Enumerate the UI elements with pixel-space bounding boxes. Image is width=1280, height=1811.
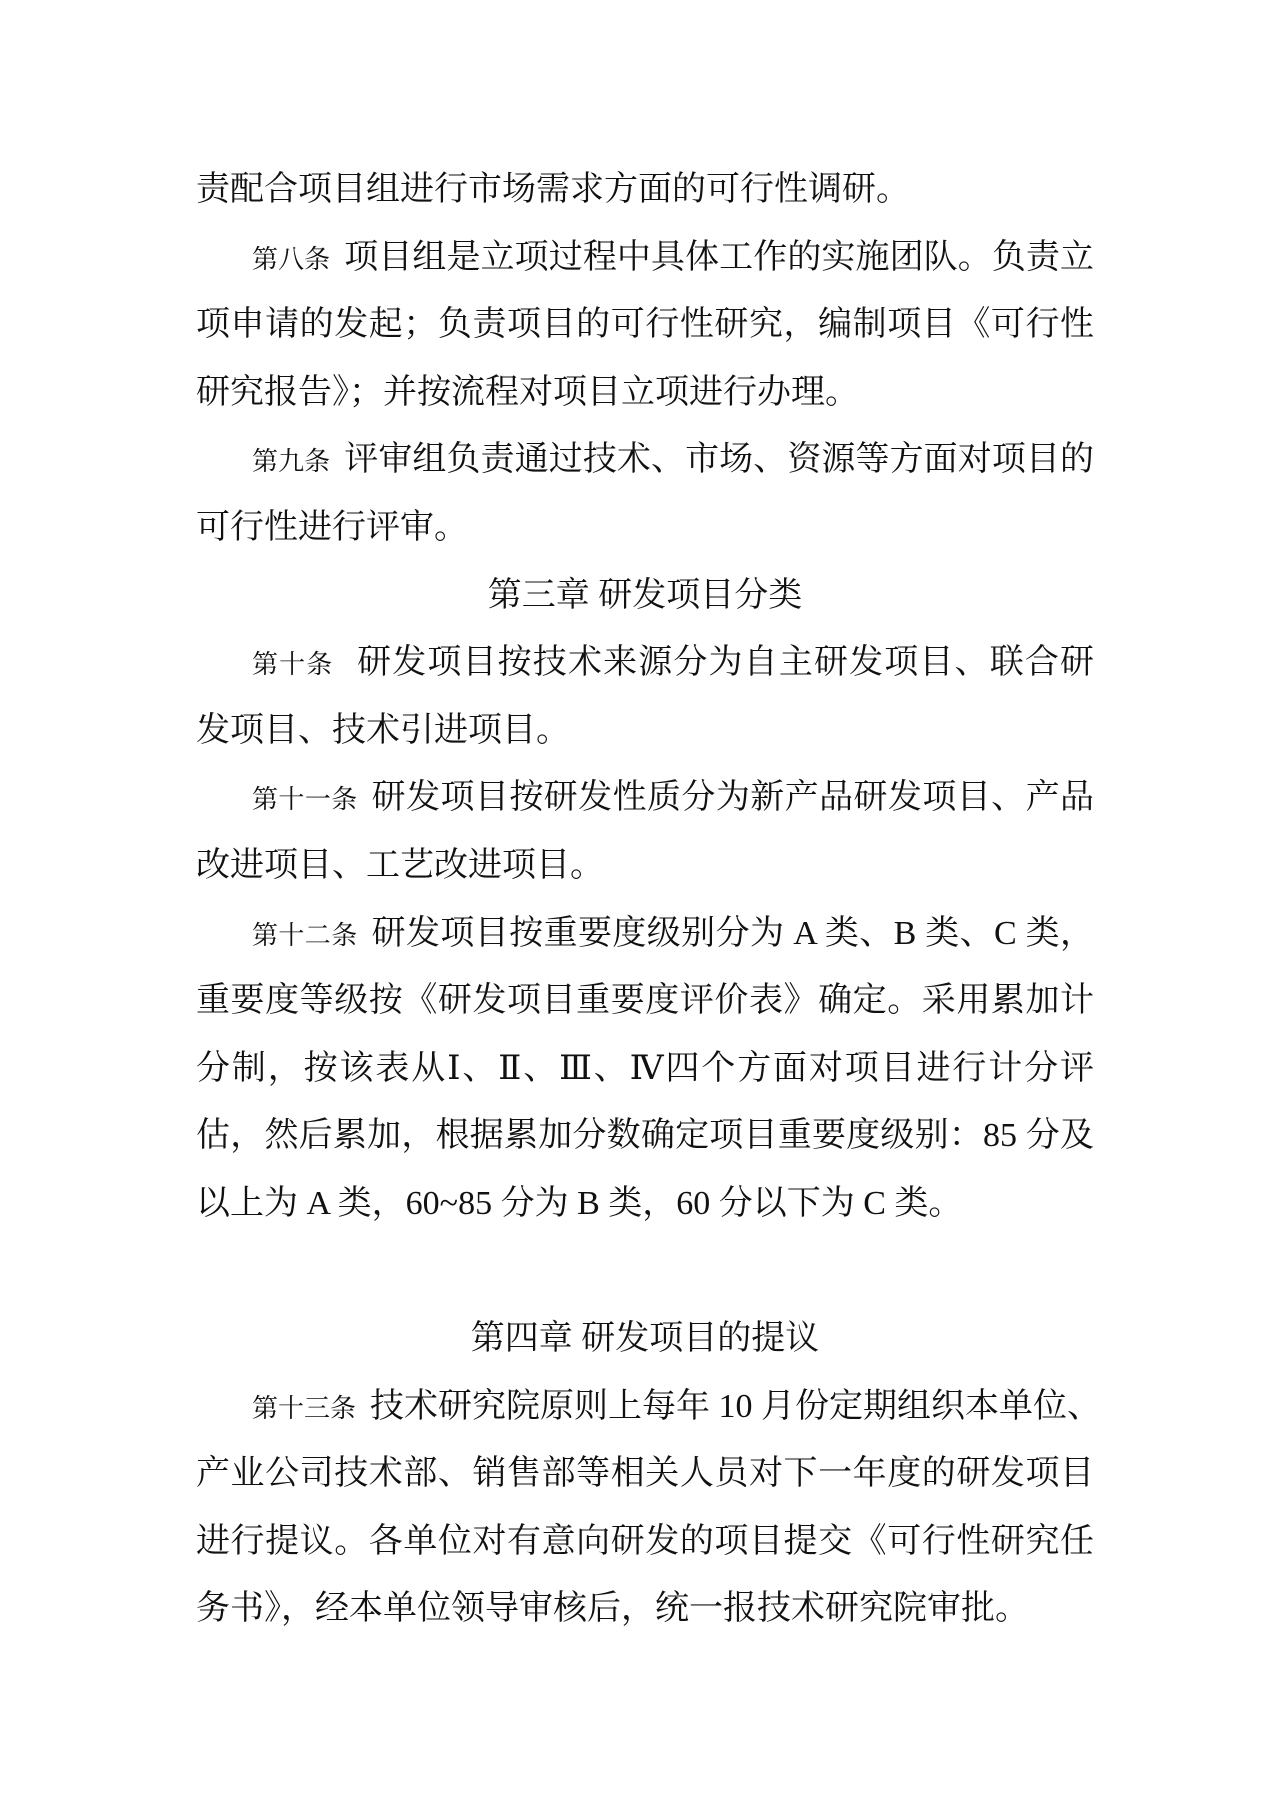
article-paragraph [196, 224, 1094, 427]
text-line [196, 1170, 1094, 1238]
article-number: 第十一条 [252, 785, 358, 815]
heading-text [196, 1305, 1094, 1373]
article-paragraph [196, 629, 1094, 764]
text-line [196, 1102, 1094, 1170]
chapter-heading [196, 1305, 1094, 1373]
line-text: 估，然后累加，根据累加分数确定项目重要度级别：85 分及 [196, 1117, 1094, 1155]
line-text: 第四章 研发项目的提议 [470, 1320, 820, 1358]
line-text: 技术研究院原则上每年 10 月份定期组织本单位、 [370, 1387, 1102, 1425]
article-paragraph [196, 1373, 1102, 1643]
line-text: 发项目、技术引进项目。 [196, 711, 570, 749]
line-text: 第三章 研发项目分类 [487, 576, 803, 614]
line-text: 进行提议。各单位对有意向研发的项目提交《可行性研究任 [196, 1522, 1094, 1560]
text-line [196, 224, 1094, 292]
article-number: 第十条 [252, 650, 334, 680]
line-text: 评审组负责通过技术、市场、资源等方面对项目的 [344, 441, 1094, 479]
line-text: 产业公司技术部、销售部等相关人员对下一年度的研发项目 [196, 1455, 1094, 1493]
line-text: 项目组是立项过程中具体工作的实施团队。负责立 [344, 238, 1094, 276]
line-text: 重要度等级按《研发项目重要度评价表》确定。采用累加计 [196, 982, 1094, 1020]
text-line [196, 156, 1094, 224]
text-line [196, 967, 1094, 1035]
chapter-heading [196, 562, 1094, 630]
line-text: 务书》，经本单位领导审核后，统一报技术研究院审批。 [196, 1590, 1029, 1628]
text-line [196, 359, 1094, 427]
text-line [196, 426, 1094, 494]
line-text: 研发项目按技术来源分为自主研发项目、联合研 [347, 644, 1094, 682]
line-text: 项申请的发起；负责项目的可行性研究，编制项目《可行性 [196, 306, 1094, 344]
text-line [196, 291, 1094, 359]
line-text: 责配合项目组进行市场需求方面的可行性调研。 [196, 171, 910, 208]
article-number: 第九条 [252, 447, 331, 477]
line-text: 以上为 A 类，60~85 分为 B 类，60 分以下为 C 类。 [196, 1184, 963, 1222]
text-line [196, 1508, 1094, 1576]
article-paragraph [196, 426, 1094, 561]
article-paragraph [196, 156, 1094, 224]
text-line [196, 1035, 1094, 1103]
heading-text [196, 562, 1094, 630]
text-line [196, 764, 1094, 832]
text-line [196, 1238, 1094, 1306]
text-line [196, 629, 1094, 697]
article-number: 第八条 [252, 244, 331, 274]
text-line [196, 697, 1094, 765]
line-text: 研发项目按重要度级别分为 A 类、B 类、C 类， [371, 914, 1094, 952]
blank-line [196, 1238, 1094, 1306]
line-text: 分制，按该表从Ⅰ、Ⅱ、Ⅲ、Ⅳ四个方面对项目进行计分评 [196, 1049, 1094, 1087]
text-line [196, 1575, 1094, 1643]
line-text: 可行性进行评审。 [196, 508, 468, 546]
text-line [196, 494, 1094, 562]
line-text: 改进项目、工艺改进项目。 [196, 846, 604, 884]
text-line [196, 1373, 1102, 1441]
text-line [196, 900, 1094, 968]
text-line [196, 1440, 1094, 1508]
line-text: 研发项目按研发性质分为新产品研发项目、产品 [371, 779, 1094, 817]
line-text: 研究报告》；并按流程对项目立项进行办理。 [196, 373, 859, 411]
article-paragraph [196, 900, 1094, 1238]
document-page [196, 156, 1102, 1643]
article-paragraph [196, 764, 1094, 899]
article-number: 第十三条 [252, 1393, 357, 1423]
text-line [196, 832, 1094, 900]
article-number: 第十二条 [252, 920, 358, 950]
